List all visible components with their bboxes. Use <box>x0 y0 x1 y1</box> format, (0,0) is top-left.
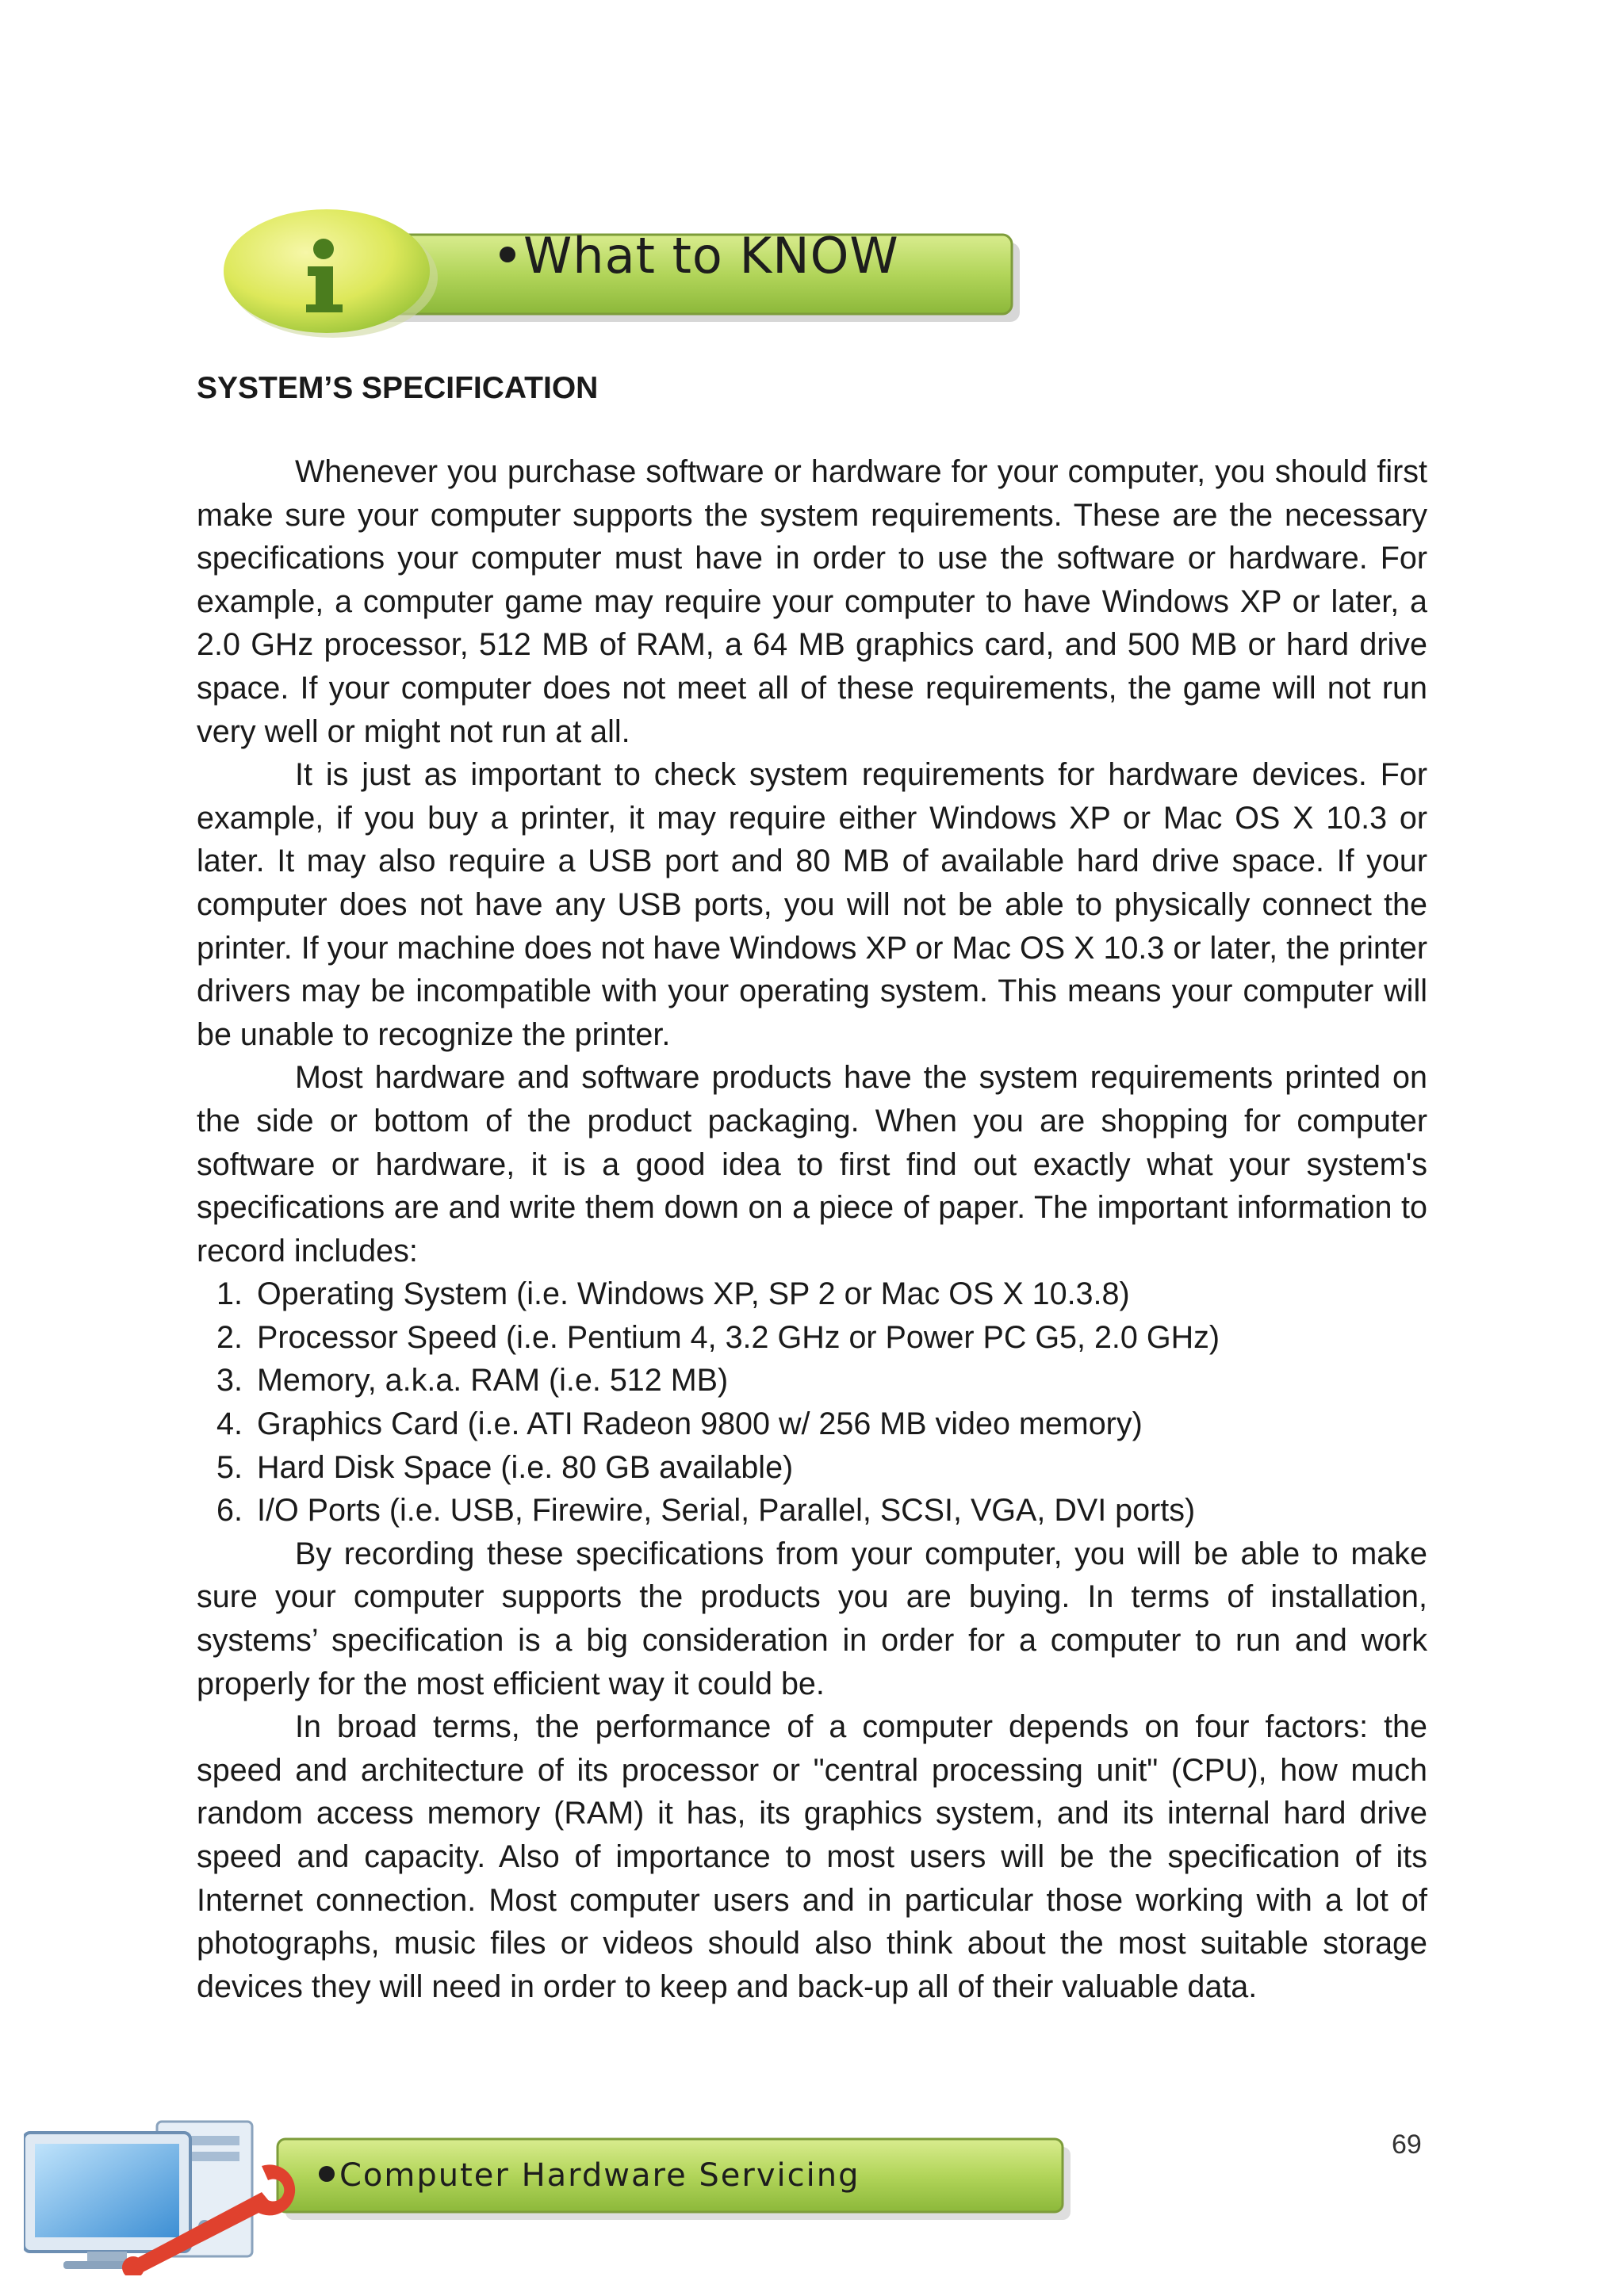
list-item <box>197 1272 1427 1316</box>
info-icon-dot <box>313 239 334 259</box>
list-text: Operating System (i.e. Windows XP, SP 2 or Mac OS X 10.3.8) <box>257 1276 1130 1312</box>
footer-bullet-icon <box>319 2166 335 2182</box>
what-to-know-badge <box>214 205 1031 339</box>
list-number: 1. <box>216 1276 243 1312</box>
page-number: 69 <box>1392 2130 1422 2160</box>
footer-banner <box>24 2117 1078 2275</box>
list-item <box>197 1446 1427 1490</box>
list-item <box>197 1402 1427 1446</box>
list-number: 6. <box>216 1493 243 1529</box>
paragraph: In broad terms, the performance of a computer depends on four factors: the speed and architecture of its processor or "central processing unit" (CPU), how much random access memory (RAM) it has, its graphics system, and its internal hard drive speed and capacity. Also of importance to most users will be the specification of its Internet connection. Most computer users and in particular those working with a lot of photographs, music files or videos should also think about the most suitable storage devices they will need in order to keep and back-up all of their valuable data. <box>197 1709 1427 2004</box>
footer-graphic <box>24 2117 1078 2275</box>
paragraph: Whenever you purchase software or hardware for your computer, you should first make sure your computer supports the system requirements. These are the necessary specifications your computer must have in order to use the software or hardware. For example, a computer game may require your computer to have Windows XP or later, a 2.0 GHz processor, 512 MB of RAM, a 64 MB graphics card, and 500 MB or hard drive space. If your computer does not meet all of these requirements, the game will not run very well or might not run at all. <box>197 454 1427 749</box>
requirements-list <box>197 1272 1427 1533</box>
list-number: 3. <box>216 1363 243 1399</box>
bullet-icon <box>500 247 515 262</box>
list-text: Processor Speed (i.e. Pentium 4, 3.2 GHz or Power PC G5, 2.0 GHz) <box>257 1319 1220 1355</box>
paragraph: It is just as important to check system requirements for hardware devices. For example, if you buy a printer, it may require either Windows XP or Mac OS X 10.3 or later. It may also require a USB port and 80 MB of available hard drive space. If your computer does not have any USB ports, you will not be able to physically connect the printer. If your machine does not have Windows XP or Mac OS X 10.3 or later, the printer drivers may be incompatible with your operating system. This means your computer will be unable to recognize the printer. <box>197 757 1427 1052</box>
list-number: 2. <box>216 1319 243 1355</box>
list-text: I/O Ports (i.e. USB, Firewire, Serial, Parallel, SCSI, VGA, DVI ports) <box>257 1493 1196 1529</box>
badge-label <box>500 227 899 285</box>
list-text: Graphics Card (i.e. ATI Radeon 9800 w/ 256 MB video memory) <box>257 1406 1143 1442</box>
list-text: Memory, a.k.a. RAM (i.e. 512 MB) <box>257 1363 729 1399</box>
footer-label: Computer Hardware Servicing <box>339 2157 860 2194</box>
list-text: Hard Disk Space (i.e. 80 GB available) <box>257 1449 794 1485</box>
list-number: 4. <box>216 1406 243 1442</box>
list-item <box>197 1359 1427 1402</box>
list-item <box>197 1489 1427 1533</box>
paragraph: By recording these specifications from your computer, you will be able to make sure your computer supports the products you are buying. In terms of installation, systems’ specification is a big consideration in order for a computer to run and work properly for the most efficient way it could be. <box>197 1536 1427 1701</box>
list-number: 5. <box>216 1449 243 1485</box>
paragraph: Most hardware and software products have the system requirements printed on the side or bottom of the product packaging. When you are shopping for computer software or hardware, it is a good idea to first find out exactly what your system's specifications are and write them down on a piece of paper. The important information to record includes: <box>197 1060 1427 1269</box>
badge-label-text: What to KNOW <box>523 227 899 285</box>
page-content <box>197 365 1427 2008</box>
list-item <box>197 1316 1427 1360</box>
section-title: SYSTEM’S SPECIFICATION <box>197 371 599 405</box>
